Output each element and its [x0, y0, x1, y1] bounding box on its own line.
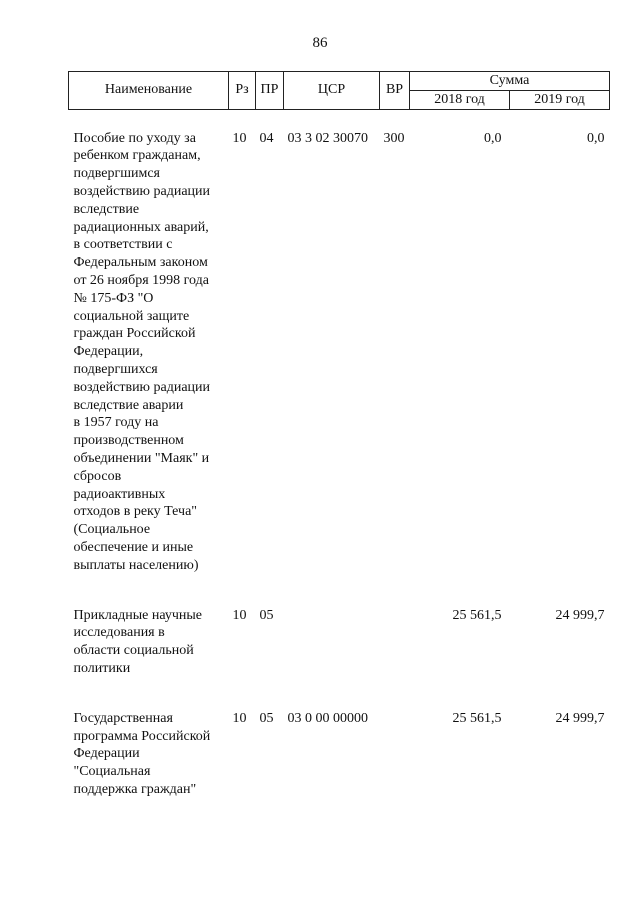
row-year-2018: 0,0	[484, 130, 502, 146]
row-name: Прикладные научные исследования в области социальной политики	[73, 607, 202, 676]
table-header	[69, 72, 610, 110]
row-rz: 10	[232, 130, 247, 146]
header-sum: Сумма	[410, 72, 610, 91]
row-name: Пособие по уходу за ребенком гражданам, подвергшимся воздействию радиации вследствие радиационных аварий, в соответствии с Федеральным законом от 26 ноября 1998 года № 175-ФЗ "О социальной защите граждан Российской Федерации, подвергшихся воздействию радиации вследствие аварии в 1957 году на производственном объединении "Маяк" и сбросов радиоактивных отходов в реку Теча" (Социальное обеспечение и иные выплаты населению)	[73, 130, 211, 573]
header-pr: ПР	[256, 72, 284, 110]
row-pr: 05	[259, 607, 274, 623]
row-csr	[284, 607, 380, 678]
row-pr: 05	[259, 710, 274, 726]
row-csr: 03 0 00 00000	[287, 710, 368, 726]
header-year-2018: 2018 год	[410, 90, 510, 109]
row-rz: 10	[232, 607, 247, 623]
budget-table	[68, 71, 610, 799]
header-csr: ЦСР	[284, 72, 380, 110]
page-number: 86	[312, 35, 328, 51]
row-vr: 300	[383, 130, 405, 146]
row-year-2019: 24 999,7	[555, 607, 605, 623]
row-year-2019: 24 999,7	[555, 710, 605, 726]
table-row	[69, 607, 610, 678]
row-year-2018: 25 561,5	[452, 710, 502, 726]
header-year-2019: 2019 год	[510, 90, 610, 109]
row-vr	[380, 607, 410, 678]
row-rz: 10	[232, 710, 247, 726]
table-row	[69, 710, 610, 799]
row-year-2018: 25 561,5	[452, 607, 502, 623]
header-rz: Рз	[229, 72, 256, 110]
row-name: Государственная программа Российской Федерации "Социальная поддержка граждан"	[73, 710, 211, 797]
header-vr: ВР	[380, 72, 410, 110]
row-vr	[380, 710, 410, 799]
row-csr: 03 3 02 30070	[287, 130, 368, 146]
header-name: Наименование	[69, 72, 229, 110]
row-pr: 04	[259, 130, 274, 146]
row-year-2019: 0,0	[587, 130, 605, 146]
table-row	[69, 130, 610, 575]
